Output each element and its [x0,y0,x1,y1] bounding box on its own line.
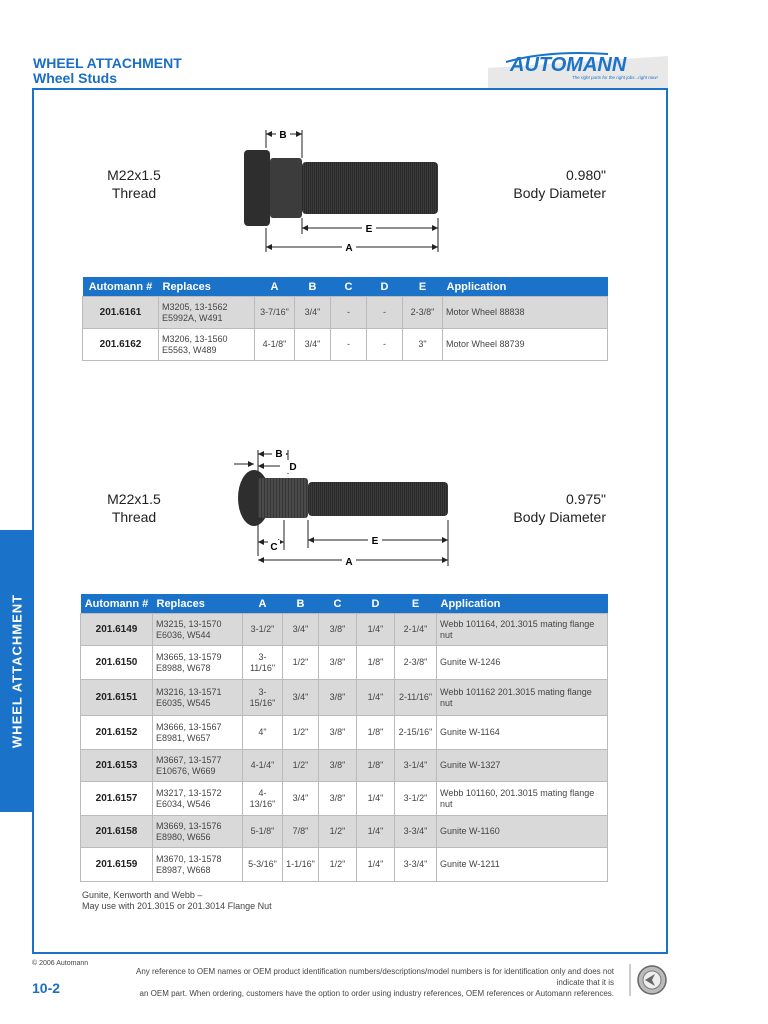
replaces-line: E8987, W668 [156,864,211,875]
part-number: 201.6158 [81,816,153,848]
stud2-thread-body [308,482,448,516]
dim-b-cell: 3/4" [295,329,331,361]
footer-emblem-icon [628,960,668,1000]
dim-d-cell: 1/8" [357,716,395,750]
part-number: 201.6153 [81,750,153,782]
dim-e-cell: 2-1/4" [395,614,437,646]
stud1-diameter-value: 0.980" [565,167,606,183]
stud1-thread-label [96,166,172,202]
application-cell: Gunite W-1160 [437,816,608,848]
dim-e-cell: 3-1/4" [395,750,437,782]
stud1-diameter-label [480,166,606,202]
col-e: E [403,277,443,297]
part-number: 201.6159 [81,848,153,882]
dim-a-cell: 3-11/16" [243,646,283,680]
application-cell: Motor Wheel 88838 [443,297,608,329]
part-number: 201.6161 [83,297,159,329]
replaces-line: E6036, W544 [156,629,211,640]
replaces-line: M3669, 13-1576 [156,820,222,831]
replaces-line: M3206, 13-1560 [162,333,228,344]
section-title: WHEEL ATTACHMENT [33,55,182,71]
replaces-line: E5563, W489 [162,344,217,355]
application-cell: Gunite W-1327 [437,750,608,782]
col-a: A [255,277,295,297]
dim-c-cell: 3/8" [319,782,357,816]
dim-b-cell: 1/2" [283,750,319,782]
col-d: D [367,277,403,297]
dim-a-cell: 3-15/16" [243,680,283,716]
replaces-line: M3205, 13-1562 [162,301,228,312]
col-application: Application [437,594,608,614]
replaces-line: M3667, 13-1577 [156,754,222,765]
dim-c-cell: - [331,297,367,329]
dim-b-cell: 3/4" [295,297,331,329]
stud1-thread-size: M22x1.5 [107,167,161,183]
replaces-cell [153,614,243,646]
application-cell: Gunite W-1246 [437,646,608,680]
col-d: D [357,594,395,614]
replaces-cell [153,750,243,782]
stud1-diagram [230,122,460,262]
col-replaces: Replaces [153,594,243,614]
part-number: 201.6162 [83,329,159,361]
disclaimer-line: Any reference to OEM names or OEM product identification numbers/descriptions/model numbers is for identification only and does not indicate that it is [135,967,614,987]
replaces-line: M3216, 13-1571 [156,686,222,697]
replaces-cell [153,680,243,716]
replaces-cell [159,329,255,361]
dim-d-cell: - [367,329,403,361]
application-cell: Gunite W-1164 [437,716,608,750]
replaces-cell [153,816,243,848]
part-number: 201.6151 [81,680,153,716]
dim-c-cell: 3/8" [319,646,357,680]
stud2-dim-a: A [345,557,353,568]
replaces-cell [153,848,243,882]
replaces-line: E6035, W545 [156,697,211,708]
page-title [33,56,182,86]
dim-b-cell: 1-1/16" [283,848,319,882]
stud2-spec-table [80,594,608,882]
dim-a-cell: 3-1/2" [243,614,283,646]
automann-logo [488,48,668,90]
stud1-shoulder [270,158,302,218]
col-b: B [283,594,319,614]
dim-d-cell: 1/8" [357,750,395,782]
table-row [81,750,608,782]
application-cell: Gunite W-1211 [437,848,608,882]
col-application: Application [443,277,608,297]
dim-e-cell: 3-3/4" [395,816,437,848]
stud1-dim-b: B [279,130,287,141]
note-line: Gunite, Kenworth and Webb – [82,890,203,900]
replaces-cell [159,297,255,329]
col-e: E [395,594,437,614]
dim-a-cell: 3-7/16" [255,297,295,329]
side-tab-label: WHEEL ATTACHMENT [9,593,25,749]
replaces-line: E6034, W546 [156,798,211,809]
dim-e-cell: 2-3/8" [395,646,437,680]
replaces-line: M3665, 13-1579 [156,651,222,662]
replaces-line: M3670, 13-1578 [156,853,222,864]
table-row [81,716,608,750]
application-cell: Webb 101164, 201.3015 mating flange nut [437,614,608,646]
side-section-tab [0,530,34,812]
table-row [81,782,608,816]
dim-c-cell: 1/2" [319,816,357,848]
stud2-thread-size: M22x1.5 [107,491,161,507]
dim-a-cell: 5-3/16" [243,848,283,882]
table-row [81,614,608,646]
dim-d-cell: 1/4" [357,680,395,716]
dim-c-cell: 3/8" [319,750,357,782]
disclaimer-line: an OEM part. When ordering, customers have the option to order using industry references, OEM references or Automann references. [139,989,614,998]
replaces-line: M3215, 13-1570 [156,618,222,629]
stud1-thread-word: Thread [111,185,157,201]
logo-tagline: The right parts for the right jobs...right now! [572,75,658,80]
dim-a-cell: 4-1/4" [243,750,283,782]
dim-e-cell: 3-1/2" [395,782,437,816]
dim-d-cell: 1/4" [357,782,395,816]
dim-d-cell: 1/8" [357,646,395,680]
col-replaces: Replaces [159,277,255,297]
stud1-dim-a: A [345,243,353,254]
dim-e-cell: 2-15/16" [395,716,437,750]
dim-b-cell: 3/4" [283,782,319,816]
logo-text: AUTOMANN [510,54,627,76]
table-row [81,816,608,848]
dim-b-cell: 1/2" [283,646,319,680]
table-row [83,297,608,329]
dim-e-cell: 2-11/16" [395,680,437,716]
replaces-cell [153,782,243,816]
replaces-line: M3666, 13-1567 [156,721,222,732]
stud2-dim-e: E [371,536,379,547]
dim-c-cell: 3/8" [319,716,357,750]
stud2-diameter-label [480,490,606,526]
stud1-thread-body [302,162,438,214]
col-a: A [243,594,283,614]
dim-b-cell: 1/2" [283,716,319,750]
col-c: C [319,594,357,614]
col-automann: Automann # [83,277,159,297]
dim-e-cell: 2-3/8" [403,297,443,329]
stud1-dim-e: E [365,224,373,235]
part-number: 201.6149 [81,614,153,646]
replaces-line: M3217, 13-1572 [156,787,222,798]
dim-d-cell: 1/4" [357,614,395,646]
stud2-diameter-value: 0.975" [565,491,606,507]
col-c: C [331,277,367,297]
replaces-line: E8981, W657 [156,732,211,743]
stud1-spec-table [82,277,608,361]
stud2-dim-c: C [270,542,278,553]
stud1-diameter-word: Body Diameter [513,185,606,201]
table-row [81,848,608,882]
dim-a-cell: 4-13/16" [243,782,283,816]
application-cell: Webb 101162 201.3015 mating flange nut [437,680,608,716]
dim-c-cell: 3/8" [319,680,357,716]
stud2-dim-d: D [289,462,297,473]
dim-b-cell: 3/4" [283,614,319,646]
note-line: May use with 201.3015 or 201.3014 Flange Nut [82,901,272,911]
table-row [81,680,608,716]
replaces-line: E8980, W656 [156,831,211,842]
stud2-table-body [81,614,608,882]
flange-nut-note [82,890,272,912]
part-number: 201.6150 [81,646,153,680]
oem-disclaimer [110,966,614,999]
dim-d-cell: - [367,297,403,329]
replaces-line: E5992A, W491 [162,312,223,323]
stud2-thread-word: Thread [111,509,157,525]
stud2-dim-b: B [275,449,283,460]
replaces-cell [153,646,243,680]
page-number: 10-2 [32,980,61,996]
replaces-line: E10676, W669 [156,765,216,776]
replaces-line: E8988, W678 [156,662,211,673]
dim-c-cell: - [331,329,367,361]
col-automann: Automann # [81,594,153,614]
application-cell: Webb 101160, 201.3015 mating flange nut [437,782,608,816]
dim-a-cell: 5-1/8" [243,816,283,848]
dim-d-cell: 1/4" [357,848,395,882]
table-header-row [83,277,608,297]
dim-a-cell: 4" [243,716,283,750]
application-cell: Motor Wheel 88739 [443,329,608,361]
section-subtitle: Wheel Studs [33,70,118,86]
stud2-diameter-word: Body Diameter [513,509,606,525]
table-row [81,646,608,680]
col-b: B [295,277,331,297]
copyright: © 2006 Automann [32,960,89,967]
dim-b-cell: 7/8" [283,816,319,848]
stud1-head [244,150,270,226]
replaces-cell [153,716,243,750]
part-number: 201.6152 [81,716,153,750]
stud2-thread-label [96,490,172,526]
dim-d-cell: 1/4" [357,816,395,848]
stud2-diagram [228,444,460,572]
dim-b-cell: 3/4" [283,680,319,716]
dim-e-cell: 3" [403,329,443,361]
stud2-knurl [258,478,308,518]
dim-c-cell: 1/2" [319,848,357,882]
dim-a-cell: 4-1/8" [255,329,295,361]
dim-e-cell: 3-3/4" [395,848,437,882]
table-header-row [81,594,608,614]
table-row [83,329,608,361]
part-number: 201.6157 [81,782,153,816]
dim-c-cell: 3/8" [319,614,357,646]
